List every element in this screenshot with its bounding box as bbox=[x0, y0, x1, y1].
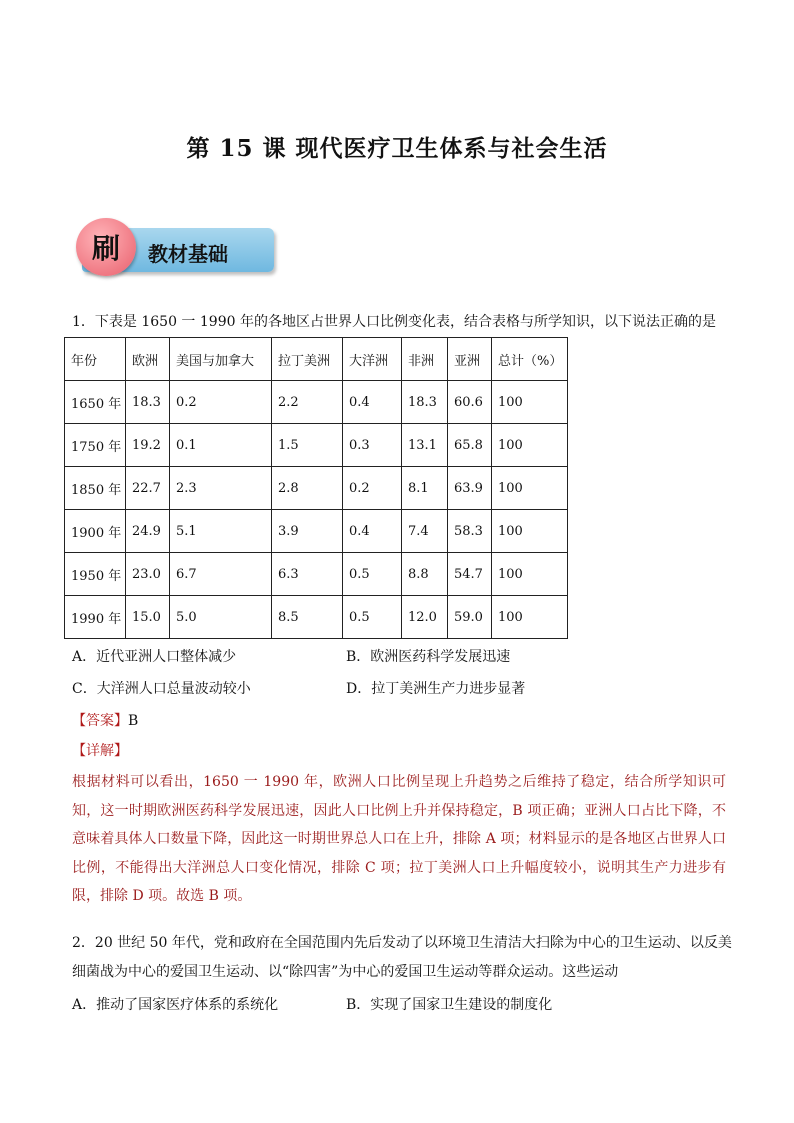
table-cell: 12.0 bbox=[402, 596, 448, 639]
table-row bbox=[65, 424, 568, 467]
table-cell: 19.2 bbox=[126, 424, 170, 467]
option-d: D．拉丁美洲生产力进步显著 bbox=[346, 681, 526, 697]
table-header-row bbox=[65, 338, 568, 381]
table-cell: 0.5 bbox=[343, 553, 402, 596]
table-header: 拉丁美洲 bbox=[272, 338, 343, 381]
table-cell: 3.9 bbox=[272, 510, 343, 553]
table-cell: 5.1 bbox=[170, 510, 272, 553]
table-cell: 100 bbox=[492, 553, 568, 596]
table-row bbox=[65, 510, 568, 553]
table-cell: 1750 年 bbox=[65, 424, 126, 467]
table-cell: 18.3 bbox=[126, 381, 170, 424]
table-cell: 65.8 bbox=[448, 424, 492, 467]
table-cell: 59.0 bbox=[448, 596, 492, 639]
table-cell: 6.7 bbox=[170, 553, 272, 596]
table-cell: 100 bbox=[492, 381, 568, 424]
section-badge bbox=[74, 218, 276, 276]
table-cell: 2.8 bbox=[272, 467, 343, 510]
option-b: B．欧洲医药科学发展迅速 bbox=[346, 649, 511, 665]
analysis-text: 根据材料可以看出，1650 一 1990 年，欧洲人口比例呈现上升趋势之后维持了稳定，结合所学知识可知，这一时期欧洲医药科学发展迅速，因此人口比例上升并保持稳定，B 项正确；亚洲人口占比下降，不意味着具体人口数量下降，因此这一时期世界总人口在上升，排除 A 项；材料显示的是各地区占世界人口比例，不能得出大洋洲总人口变化情况，排除 C 项；拉丁美洲人口上升幅度较小，说明其生产力进步有限，排除 D 项。故选 B 项。 bbox=[72, 774, 726, 905]
table-cell: 60.6 bbox=[448, 381, 492, 424]
table-cell: 58.3 bbox=[448, 510, 492, 553]
table-cell: 0.4 bbox=[343, 510, 402, 553]
table-cell: 7.4 bbox=[402, 510, 448, 553]
table-header: 亚洲 bbox=[448, 338, 492, 381]
table-cell: 8.8 bbox=[402, 553, 448, 596]
answer-line bbox=[72, 710, 138, 730]
table-cell: 6.3 bbox=[272, 553, 343, 596]
table-cell: 0.5 bbox=[343, 596, 402, 639]
table-cell: 100 bbox=[492, 510, 568, 553]
table-cell: 22.7 bbox=[126, 467, 170, 510]
table-cell: 1.5 bbox=[272, 424, 343, 467]
brush-icon: 刷 bbox=[76, 218, 136, 276]
question-2-stem-line2: 细菌战为中心的爱国卫生运动、以“除四害”为中心的爱国卫生运动等群众运动。这些运动 bbox=[72, 964, 619, 980]
table-cell: 1990 年 bbox=[65, 596, 126, 639]
table-cell: 23.0 bbox=[126, 553, 170, 596]
table-header: 欧洲 bbox=[126, 338, 170, 381]
option-c: C．大洋洲人口总量波动较小 bbox=[72, 681, 251, 697]
table-cell: 8.1 bbox=[402, 467, 448, 510]
table-header: 总计（%） bbox=[492, 338, 568, 381]
answer-value: B bbox=[128, 713, 139, 729]
option-a: A．近代亚洲人口整体减少 bbox=[72, 649, 237, 665]
table-header: 年份 bbox=[65, 338, 126, 381]
table-cell: 1850 年 bbox=[65, 467, 126, 510]
table-header: 美国与加拿大 bbox=[170, 338, 272, 381]
question-1-stem: 1．下表是 1650 一 1990 年的各地区占世界人口比例变化表，结合表格与所学知识，以下说法正确的是 bbox=[72, 314, 716, 330]
table-row bbox=[65, 553, 568, 596]
table-header: 非洲 bbox=[402, 338, 448, 381]
q2-option-b: B．实现了国家卫生建设的制度化 bbox=[346, 997, 553, 1013]
question-2-stem-line1: 2．20 世纪 50 年代，党和政府在全国范围内先后发动了以环境卫生清洁大扫除为中心的卫生运动、以反美 bbox=[72, 935, 732, 951]
table-cell: 0.1 bbox=[170, 424, 272, 467]
table-cell: 54.7 bbox=[448, 553, 492, 596]
table-cell: 0.2 bbox=[343, 467, 402, 510]
badge-label: 教材基础 bbox=[148, 242, 228, 266]
answer-label: 【答案】 bbox=[72, 713, 128, 729]
table-cell: 100 bbox=[492, 596, 568, 639]
table-cell: 1900 年 bbox=[65, 510, 126, 553]
table-cell: 8.5 bbox=[272, 596, 343, 639]
table-cell: 5.0 bbox=[170, 596, 272, 639]
table-row bbox=[65, 381, 568, 424]
q2-option-a: A．推动了国家医疗体系的系统化 bbox=[72, 997, 279, 1013]
table-cell: 63.9 bbox=[448, 467, 492, 510]
table-cell: 0.4 bbox=[343, 381, 402, 424]
table-cell: 1950 年 bbox=[65, 553, 126, 596]
table-row bbox=[65, 596, 568, 639]
table-cell: 18.3 bbox=[402, 381, 448, 424]
table-row bbox=[65, 467, 568, 510]
table-cell: 1650 年 bbox=[65, 381, 126, 424]
table-cell: 100 bbox=[492, 424, 568, 467]
table-cell: 0.3 bbox=[343, 424, 402, 467]
table-header: 大洋洲 bbox=[343, 338, 402, 381]
table-cell: 0.2 bbox=[170, 381, 272, 424]
table-cell: 2.2 bbox=[272, 381, 343, 424]
table-cell: 15.0 bbox=[126, 596, 170, 639]
table-cell: 13.1 bbox=[402, 424, 448, 467]
table-cell: 2.3 bbox=[170, 467, 272, 510]
table-cell: 24.9 bbox=[126, 510, 170, 553]
page-title: 第 15 课 现代医疗卫生体系与社会生活 bbox=[186, 135, 608, 162]
table-cell: 100 bbox=[492, 467, 568, 510]
population-table bbox=[64, 337, 568, 639]
detail-label: 【详解】 bbox=[72, 743, 128, 759]
